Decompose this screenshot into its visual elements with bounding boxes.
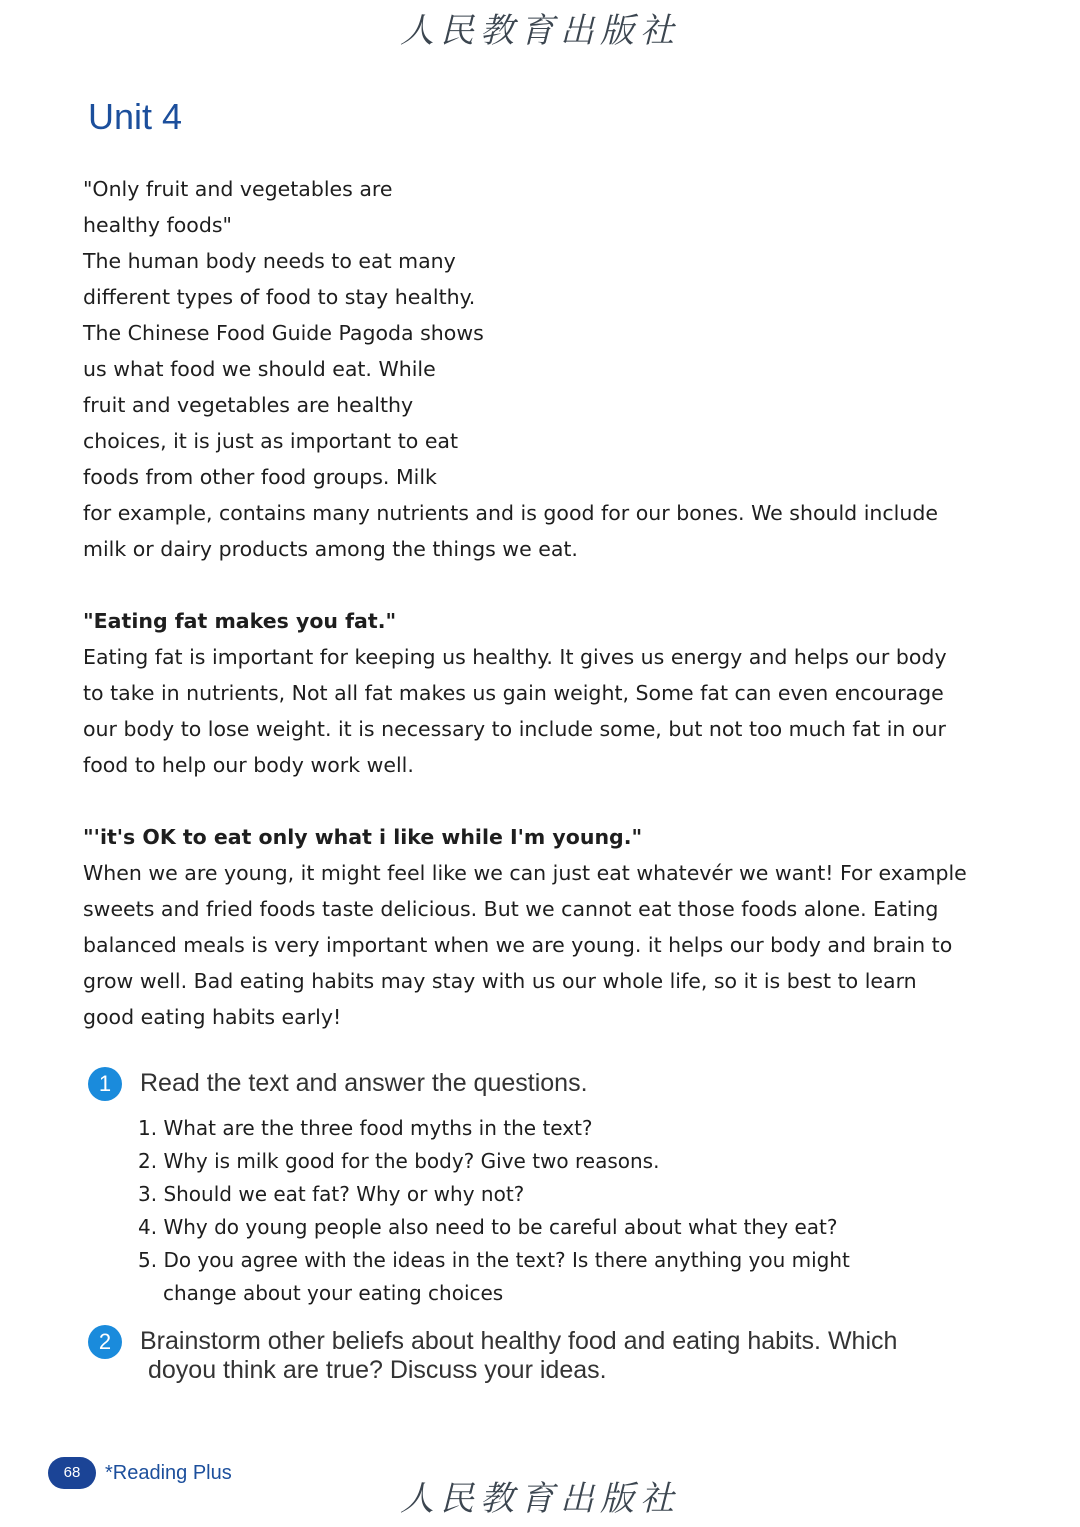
text-line: foods from other food groups. Milk bbox=[83, 465, 437, 489]
exercise-2-instruction bbox=[140, 1327, 960, 1385]
text-line: to take in nutrients, Not all fat makes us gain weight, Some fat can even encourage bbox=[83, 681, 944, 705]
section-heading: "'it's OK to eat only what i like while I'm young." bbox=[83, 825, 643, 849]
text-line: good eating habits early! bbox=[83, 1005, 342, 1029]
question-list bbox=[138, 1112, 850, 1310]
text-line: balanced meals is very important when we are young. it helps our body and brain to bbox=[83, 933, 953, 957]
text-line: "Only fruit and vegetables are bbox=[83, 177, 393, 201]
text-line: our body to lose weight. it is necessary to include some, but not too much fat in our bbox=[83, 717, 946, 741]
article-section-2 bbox=[83, 603, 953, 783]
unit-title: Unit 4 bbox=[88, 96, 183, 137]
text-line: food to help our body work well. bbox=[83, 753, 414, 777]
question-item: 4. Why do young people also need to be careful about what they eat? bbox=[138, 1215, 838, 1239]
text-line: When we are young, it might feel like we can just eat whatevér we want! For example bbox=[83, 861, 967, 885]
text-line: grow well. Bad eating habits may stay with us our whole life, so it is best to learn bbox=[83, 969, 917, 993]
text-line: healthy foods" bbox=[83, 213, 232, 237]
exercise-number-badge: 2 bbox=[88, 1325, 122, 1359]
page-number-badge: 68 bbox=[48, 1457, 96, 1489]
instruction-line: doyou think are true? Discuss your ideas. bbox=[148, 1356, 607, 1384]
text-line: fruit and vegetables are healthy bbox=[83, 393, 414, 417]
section-heading: "Eating fat makes you fat." bbox=[83, 609, 397, 633]
instruction-line: Brainstorm other beliefs about healthy food and eating habits. Which bbox=[140, 1327, 898, 1355]
section-label: *Reading Plus bbox=[105, 1462, 232, 1484]
publisher-watermark-top: 人民教育出版社 bbox=[400, 11, 680, 51]
text-line: for example, contains many nutrients and is good for our bones. We should include bbox=[83, 501, 938, 525]
text-line: choices, it is just as important to eat bbox=[83, 429, 459, 453]
question-item: 1. What are the three food myths in the text? bbox=[138, 1116, 593, 1140]
exercise-number-badge: 1 bbox=[88, 1067, 122, 1101]
exercise-1-instruction: Read the text and answer the questions. bbox=[140, 1069, 588, 1097]
text-line: The human body needs to eat many bbox=[83, 249, 456, 273]
text-line: milk or dairy products among the things we eat. bbox=[83, 537, 578, 561]
question-item-continuation bbox=[138, 1277, 850, 1310]
text-line: different types of food to stay healthy. bbox=[83, 285, 476, 309]
question-continuation-text: change about your eating choices bbox=[163, 1281, 504, 1305]
text-line: us what food we should eat. While bbox=[83, 357, 436, 381]
article-section-1 bbox=[83, 171, 953, 567]
text-line: sweets and fried foods taste delicious. But we cannot eat those foods alone. Eating bbox=[83, 897, 939, 921]
question-item: 5. Do you agree with the ideas in the text? Is there anything you might bbox=[138, 1248, 850, 1272]
question-item: 3. Should we eat fat? Why or why not? bbox=[138, 1182, 525, 1206]
publisher-watermark-bottom: 人民教育出版社 bbox=[400, 1479, 680, 1519]
text-line: Eating fat is important for keeping us healthy. It gives us energy and helps our body bbox=[83, 645, 947, 669]
question-item: 2. Why is milk good for the body? Give two reasons. bbox=[138, 1149, 660, 1173]
article-section-3 bbox=[83, 819, 967, 1035]
text-line: The Chinese Food Guide Pagoda shows bbox=[83, 321, 484, 345]
